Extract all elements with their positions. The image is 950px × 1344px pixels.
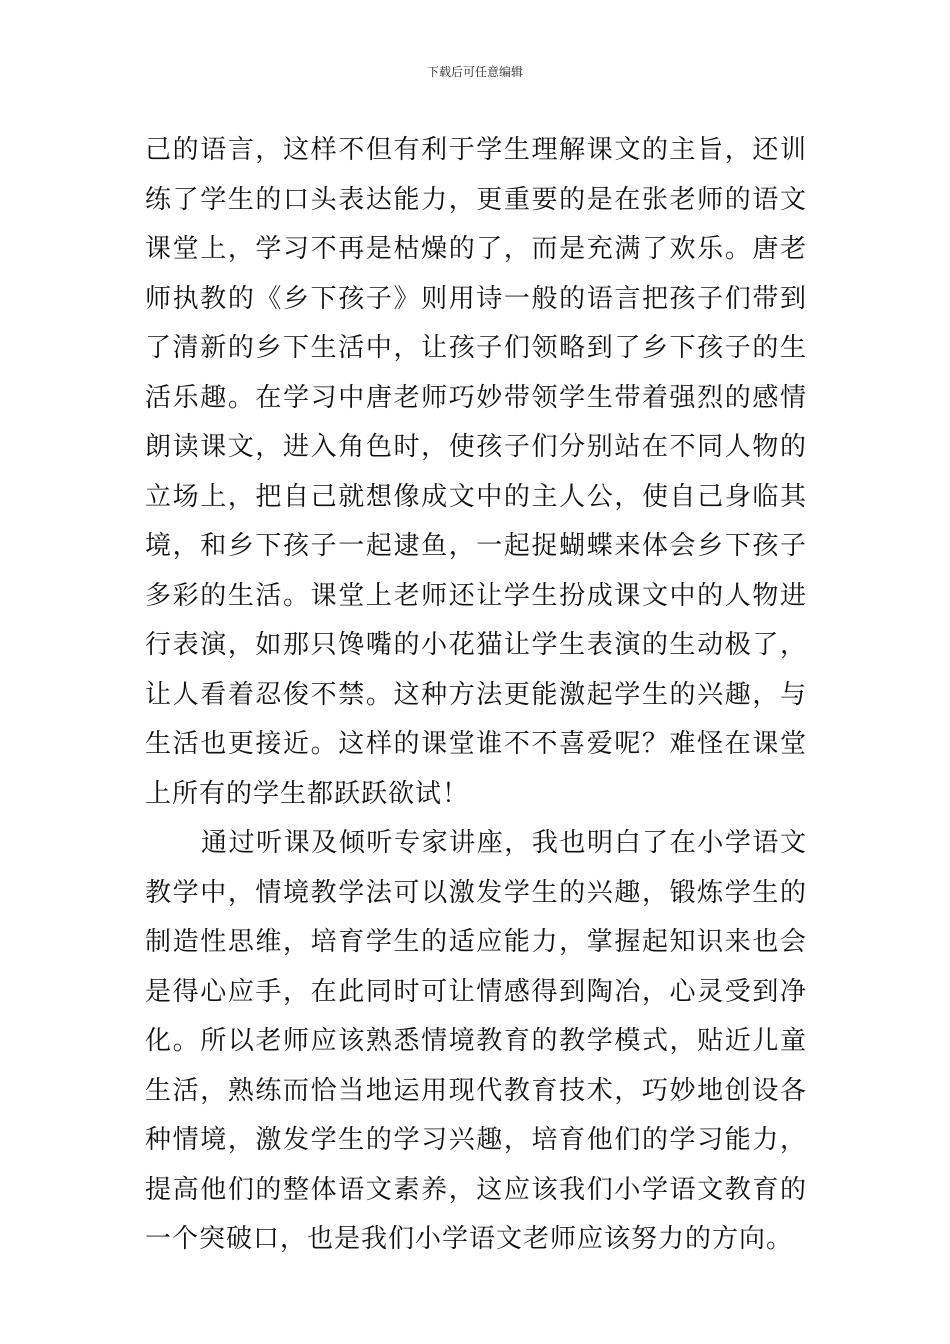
paragraph-2: 通过听课及倾听专家讲座，我也明白了在小学语文教学中，情境教学法可以激发学生的兴趣，锻炼学生的制造性思维，培育学生的适应能力，掌握起知识来也会是得心应手，在此同时可让情感得到陶冶，心灵受到净化。所以老师应该熟悉情境教育的教学模式，贴近儿童生活，熟练而恰当地运用现代教育技术，巧妙地创设各种情境，激发学生的学习兴趣，培育他们的学习能力，提高他们的整体语文素养，这应该我们小学语文教育的一个突破口，也是我们小学语文老师应该努力的方向。 [145,828,807,1254]
document-body [145,126,807,1265]
page-header: 下载后可任意编辑 [426,65,523,79]
paragraph-1: 己的语言，这样不但有利于学生理解课文的主旨，还训练了学生的口头表达能力，更重要的是在张老师的语文课堂上，学习不再是枯燥的了，而是充满了欢乐。唐老师执教的《乡下孩子》则用诗一般的语言把孩子们带到了清新的乡下生活中，让孩子们领略到了乡下孩子的生活乐趣。在学习中唐老师巧妙带领学生带着强烈的感情朗读课文，进入角色时，使孩子们分别站在不同人物的立场上，把自己就想像成文中的主人公，使自己身临其境，和乡下孩子一起逮鱼，一起捉蝴蝶来体会乡下孩子多彩的生活。课堂上老师还让学生扮成课文中的人物进行表演，如那只馋嘴的小花猫让学生表演的生动极了，让人看着忍俊不禁。这种方法更能激起学生的兴趣，与生活也更接近。这样的课堂谁不不喜爱呢？难怪在课堂上所有的学生都跃跃欲试！ [145,135,807,809]
